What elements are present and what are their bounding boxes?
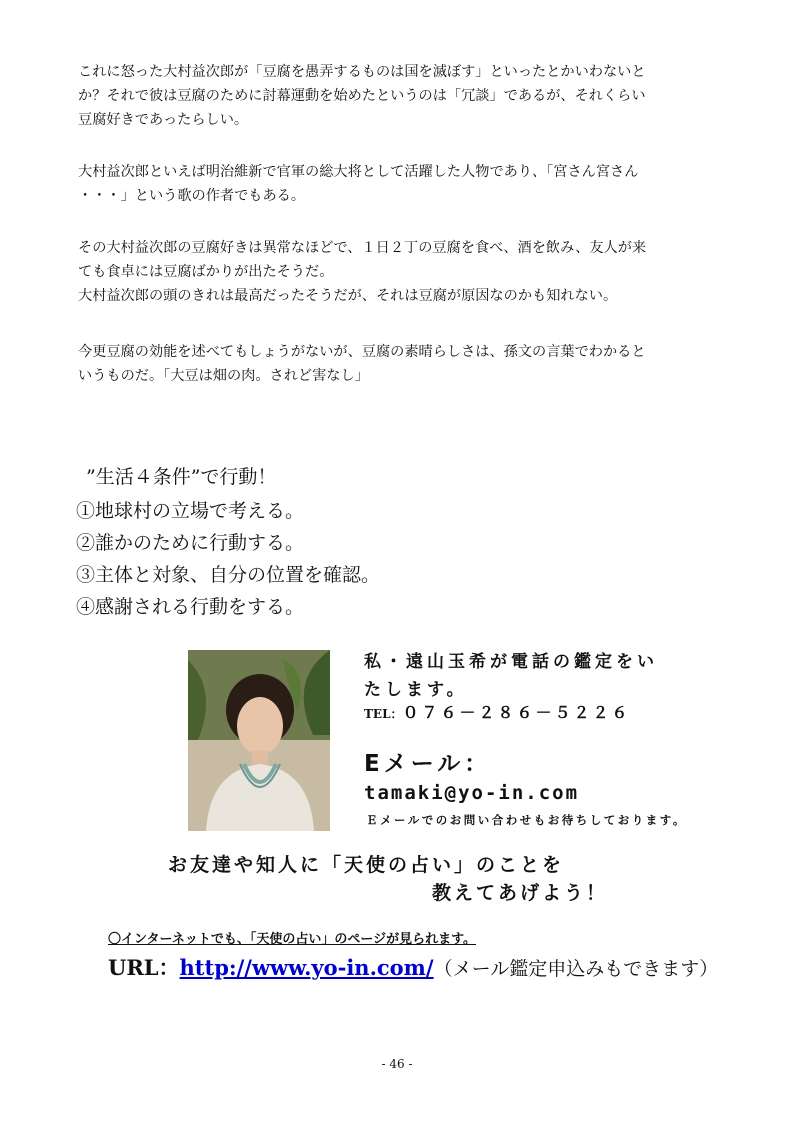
paragraph-3: その大村益次郎の豆腐好きは異常なほどで、１日２丁の豆腐を食べ、酒を飲み、友人が来 ても食卓には豆腐ばかりが出たそうだ。 大村益次郎の頭のきれは最高だったそうだが、それは豆腐が原因なのかも知れない。 [78, 240, 647, 304]
email-note: Ｅメールでのお問い合わせもお待ちしております。 [366, 813, 687, 827]
url-note: （メール鑑定申込みもできます） [433, 958, 719, 980]
phone-number[interactable]: TEL：０７６－２８６－５２２６ [364, 703, 631, 722]
condition-item-1: ①地球村の立場で考える。 [76, 500, 305, 522]
internet-note: 〇インターネットでも、「天使の占い」のページが見られます。 [108, 932, 477, 947]
condition-item-3: ③主体と対象、自分の位置を確認。 [76, 564, 381, 586]
paragraph-2: 大村益次郎といえば明治維新で官軍の総大将として活躍した人物であり、「宮さん宮さん ・・・」という歌の作者でもある。 [78, 164, 639, 204]
paragraph-1: これに怒った大村益次郎が「豆腐を愚弄するものは国を滅ぼす」といったとかいわないと か？それで彼は豆腐のために討幕運動を始めたというのは「冗談」であるが、それくらい 豆腐好きであったらしい。 [78, 64, 646, 128]
condition-item-4: ④感謝される行動をする。 [76, 596, 305, 618]
website-link[interactable]: http://www.yo-in.com/ [179, 955, 434, 980]
page-number: - 46 - [381, 1057, 413, 1071]
tell-friends-line1: お友達や知人に「天使の占い」のことを [168, 854, 565, 876]
condition-item-2: ②誰かのために行動する。 [76, 532, 305, 554]
portrait-photo [188, 650, 330, 831]
url-line: URL：http://www.yo-in.com/（メール鑑定申込みもできます） [108, 955, 719, 980]
paragraph-4: 今更豆腐の効能を述べてもしょうがないが、豆腐の素晴らしさは、孫文の言葉でわかると いうものだ。「大豆は畑の肉。されど害なし」 [78, 344, 646, 384]
tell-friends-line2: 教えてあげよう！ [432, 882, 609, 904]
conditions-title: ”生活４条件”で行動！ [86, 466, 277, 488]
email-address[interactable]: tamaki@yo-in.com [364, 782, 580, 804]
contact-intro: 私・遠山玉希が電話の鑑定をい たします。 [364, 652, 658, 700]
email-heading: Eメール： [364, 751, 492, 777]
